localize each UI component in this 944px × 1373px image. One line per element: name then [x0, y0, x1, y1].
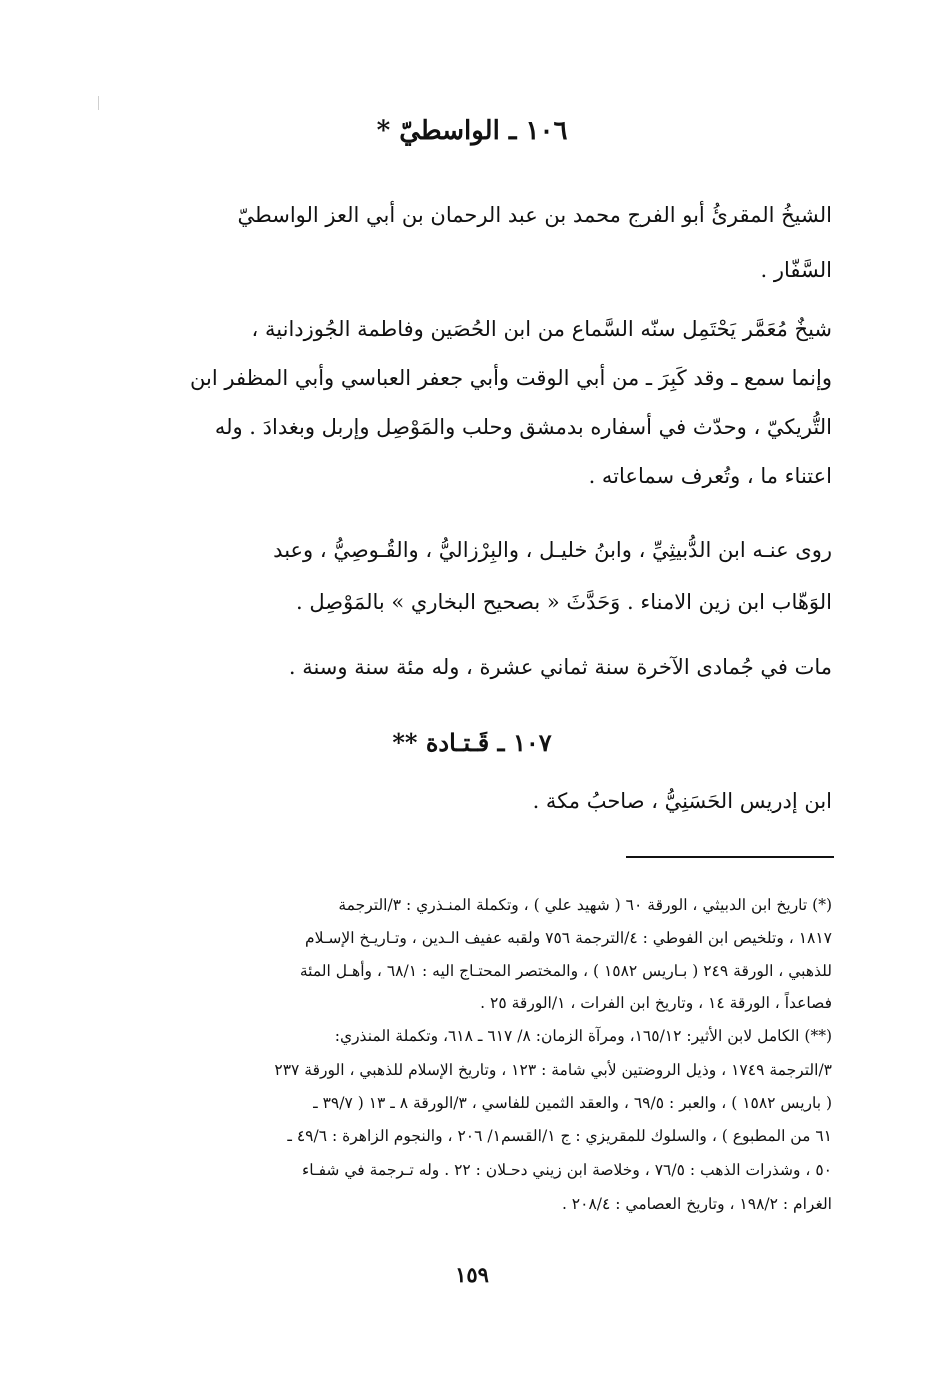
- footnote-2-line-3: ( باريس ١٥٨٢ ) ، والعبر : ٦٩/٥ ، والعقد الثمين للفاسي ، ٣/الورقة ٨ ـ ١٣ ( ٣٩/٧ ـ: [313, 1094, 832, 1112]
- footnote-2-line-2: ٣/الترجمة ١٧٤٩ ، وذيل الروضتين لأبي شامة : ١٢٣ ، وتاريخ الإسلام للذهبي ، الورقة ٢٣٧: [274, 1061, 832, 1079]
- entry-106-bio-line-2: وإنما سمع ـ وقد كَبِرَ ـ من أبي الوقت وأبي جعفر العباسي وأبي المظفر ابن: [190, 366, 832, 390]
- footnote-2-line-1: (**) الكامل لابن الأثير: ١٦٥/١٢، ومرآة الزمان: ٨/ ٦١٧ ـ ٦١٨، وتكملة المنذري:: [334, 1027, 832, 1045]
- footnote-separator: [626, 856, 834, 858]
- footnote-1-line-4: فصاعداً ، الورقة ١٤ ، وتاريخ ابن الفرات ، ١/الورقة ٢٥ .: [480, 994, 832, 1012]
- entry-106-narrators-line-2: الوَهّاب ابن زين الامناء . وَحَدَّثَ « بصحيح البخاري » بالمَوْصِل .: [296, 590, 832, 614]
- entry-106-death: مات في جُمادى الآخرة سنة ثماني عشرة ، وله مئة سنة وسنة .: [288, 655, 832, 679]
- scan-mark: [98, 96, 99, 110]
- entry-106-bio-line-3: التُّريكيّ ، وحدّث في أسفاره بدمشق وحلب والمَوْصِل وإربل وبغدادَ . وله: [214, 415, 832, 439]
- entry-107-title: ١٠٧ ـ قَـتـادة **: [392, 728, 552, 757]
- entry-107-desc: ابن إدريس الحَسَنِيُّ ، صاحبُ مكة .: [532, 789, 832, 813]
- footnote-2-line-5: ٥٠ ، وشذرات الذهب : ٧٦/٥ ، وخلاصة ابن زيني دحـلان : ٢٢ . وله تـرجمة في شفـاء: [302, 1161, 832, 1179]
- footnote-1-line-3: للذهبي ، الورقة ٢٤٩ ( بـاريس ١٥٨٢ ) ، والمختصر المحتـاج اليه : ٦٨/١ ، وأهـل المئة: [299, 962, 832, 980]
- entry-106-bio-line-1: شيخٌ مُعَمَّر يَحْتَمِل سنّه السَّماع من ابن الحُصَين وفاطمة الجُوزدانية ،: [251, 317, 832, 341]
- entry-106-bio-line-4: اعتناء ما ، وتُعرف سماعاته .: [588, 464, 832, 488]
- footnote-1-line-1: (*) تاريخ ابن الدبيثي ، الورقة ٦٠ ( شهيد علي ) ، وتكملة المنـذري : ٣/الترجمة: [338, 896, 832, 914]
- page-number: ١٥٩: [455, 1262, 489, 1287]
- entry-106-intro-line-2: السَّفّار .: [760, 258, 832, 282]
- footnote-1-line-2: ١٨١٧ ، وتلخيص ابن الفوطي : ٤/الترجمة ٧٥٦ ولقبه عفيف الـدين ، وتـاريـخ الإسـلام: [304, 929, 832, 947]
- footnote-2-line-6: الغرام : ١٩٨/٢ ، وتاريخ العصامي : ٢٠٨/٤ .: [561, 1195, 832, 1213]
- entry-106-intro-line-1: الشيخُ المقرئُ أبو الفرج محمد بن عبد الرحمان بن أبي العز الواسطيّ: [237, 203, 832, 227]
- entry-106-narrators-line-1: روى عنـه ابن الدُّبيثِيِّ ، وابنُ خليـل ، والبِرْزاليُّ ، والقُـوصِيُّ ، وعبد: [273, 538, 832, 562]
- footnote-2-line-4: ٦١ من المطبوع ) ، والسلوك للمقريزي : ج ١/القسم١/ ٢٠٦ ، والنجوم الزاهرة : ٤٩/٦ ـ: [287, 1127, 832, 1145]
- entry-106-title: ١٠٦ ـ الواسطيّ *: [376, 116, 568, 146]
